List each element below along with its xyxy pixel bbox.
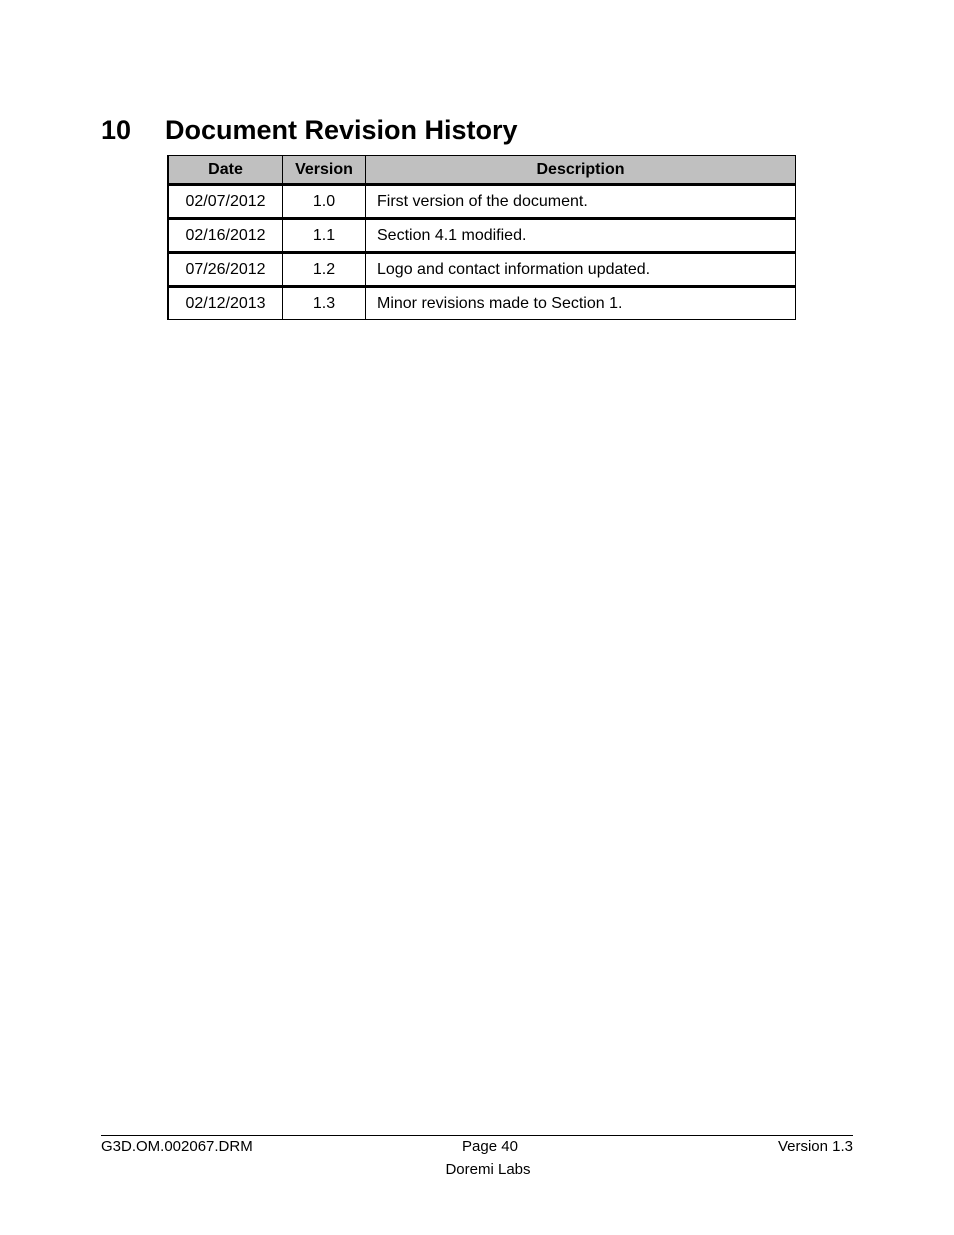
version-cell: 1.2 bbox=[282, 252, 365, 286]
table-header-row bbox=[167, 155, 796, 184]
date-cell: 02/16/2012 bbox=[167, 218, 282, 252]
footer-company: Doremi Labs bbox=[445, 1161, 531, 1178]
revision-history-table bbox=[167, 155, 796, 320]
section-heading bbox=[101, 110, 518, 150]
footer-divider bbox=[101, 1135, 853, 1136]
description-cell: Logo and contact information updated. bbox=[365, 252, 796, 286]
date-cell: 02/12/2013 bbox=[167, 286, 282, 320]
description-cell: First version of the document. bbox=[365, 184, 796, 218]
column-header-description: Description bbox=[365, 155, 796, 184]
version-cell: 1.1 bbox=[282, 218, 365, 252]
section-title: Document Revision History bbox=[165, 115, 518, 145]
table-row bbox=[167, 184, 796, 218]
column-header-version: Version bbox=[282, 155, 365, 184]
footer-page-number: Page 40 bbox=[462, 1138, 518, 1155]
date-cell: 07/26/2012 bbox=[167, 252, 282, 286]
section-number: 10 bbox=[101, 115, 132, 145]
description-cell: Section 4.1 modified. bbox=[365, 218, 796, 252]
column-header-date: Date bbox=[167, 155, 282, 184]
date-cell: 02/07/2012 bbox=[167, 184, 282, 218]
version-cell: 1.3 bbox=[282, 286, 365, 320]
table-row bbox=[167, 218, 796, 252]
table-row bbox=[167, 252, 796, 286]
version-cell: 1.0 bbox=[282, 184, 365, 218]
table-row bbox=[167, 286, 796, 320]
description-cell: Minor revisions made to Section 1. bbox=[365, 286, 796, 320]
footer-doc-id: G3D.OM.002067.DRM bbox=[101, 1138, 253, 1155]
footer-version: Version 1.3 bbox=[777, 1138, 853, 1155]
